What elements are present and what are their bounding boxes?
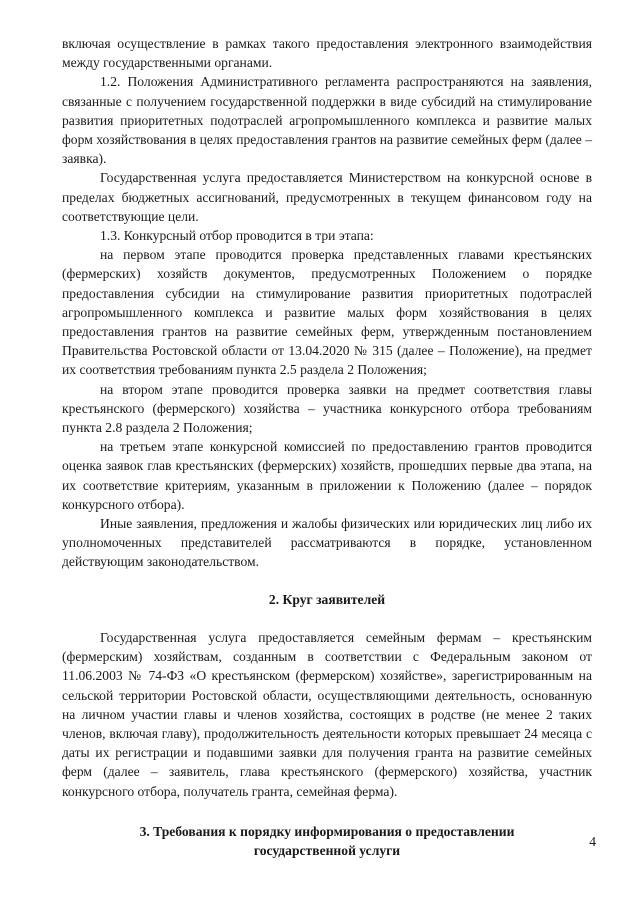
- section-heading-3-line-2: государственной услуги: [253, 842, 401, 858]
- section-heading-2: 2. Круг заявителей: [268, 591, 386, 607]
- paragraph-stage-2: на втором этапе проводится проверка заявки на предмет соответствия главы крестьянского (фермерского) хозяйства – участника конкурсного отбора требованиям пункта 2.8 раздела 2 Положения;: [62, 381, 592, 436]
- document-page: [62, 34, 592, 860]
- paragraph-1-3: 1.3. Конкурсный отбор проводится в три этапа:: [100, 228, 374, 244]
- paragraph-other-requests: Иные заявления, предложения и жалобы физических или юридических лиц либо их уполномоченных представителей рассматриваются в порядке, установленном действующим законодательством.: [62, 516, 592, 570]
- paragraph-stage-3: на третьем этапе конкурсной комиссией по предоставлению грантов проводится оценка заявок глав крестьянских (фермерских) хозяйств, прошедших первые два этапа, на их соответствие критериям, указанным в приложении к Положению (далее – порядок конкурсного отбора).: [62, 439, 592, 512]
- paragraph-stage-1: на первом этапе проводится проверка представленных главами крестьянских (фермерских) хозяйств документов, предусмотренных Положением о порядке предоставления субсидии на стимулирование развития приоритетных подотраслей агропромышленного комплекса и развитие малых форм хозяйствования в целях предоставления грантов на развитие семейных ферм, утвержденным постановлением Правительства Ростовской области от 13.04.2020 № 315 (далее – Положение), на предмет их соответствия требованиям пункта 2.5 раздела 2 Положения;: [62, 247, 592, 378]
- section-heading-3-line-1: 3. Требования к порядку информирования о предоставлении: [139, 823, 515, 839]
- paragraph-applicants: Государственная услуга предоставляется семейным фермам – крестьянским (фермерским) хозяйствам, созданным в соответствии с Федеральным законом от 11.06.2003 № 74-ФЗ «О крестьянском (фермерском) хозяйстве», зарегистрированным на сельской территории Ростовской области, осуществляющими деятельность, основанную на личном участии главы и членов хозяйства, состоящих в родстве (не менее 2 таких членов, включая главу), продолжительность деятельности которых превышает 24 месяца с даты их регистрации и подавшими заявки для получения гранта на развитие семейных ферм (далее – заявитель, глава крестьянского (фермерского) хозяйства, участник конкурсного отбора, получатель гранта, семейная ферма).: [62, 629, 592, 799]
- paragraph-1-2: 1.2. Положения Административного регламента распространяются на заявления, связанные с получением государственной поддержки в виде субсидий на стимулирование развития приоритетных подотраслей агропромышленного комплекса и развитие малых форм хозяйствования в целях предоставления грантов на развитие семейных ферм (далее – заявка).: [62, 74, 592, 167]
- section-heading-3: [62, 822, 592, 860]
- paragraph-ministry: Государственная услуга предоставляется Министерством на конкурсной основе в пределах бюджетных ассигнований, предусмотренных в текущем финансовом году на соответствующие цели.: [62, 170, 592, 224]
- page-number: 4: [589, 834, 596, 849]
- paragraph-continuation: включая осуществление в рамках такого предоставления электронного взаимодействия между государственными органами.: [62, 36, 592, 71]
